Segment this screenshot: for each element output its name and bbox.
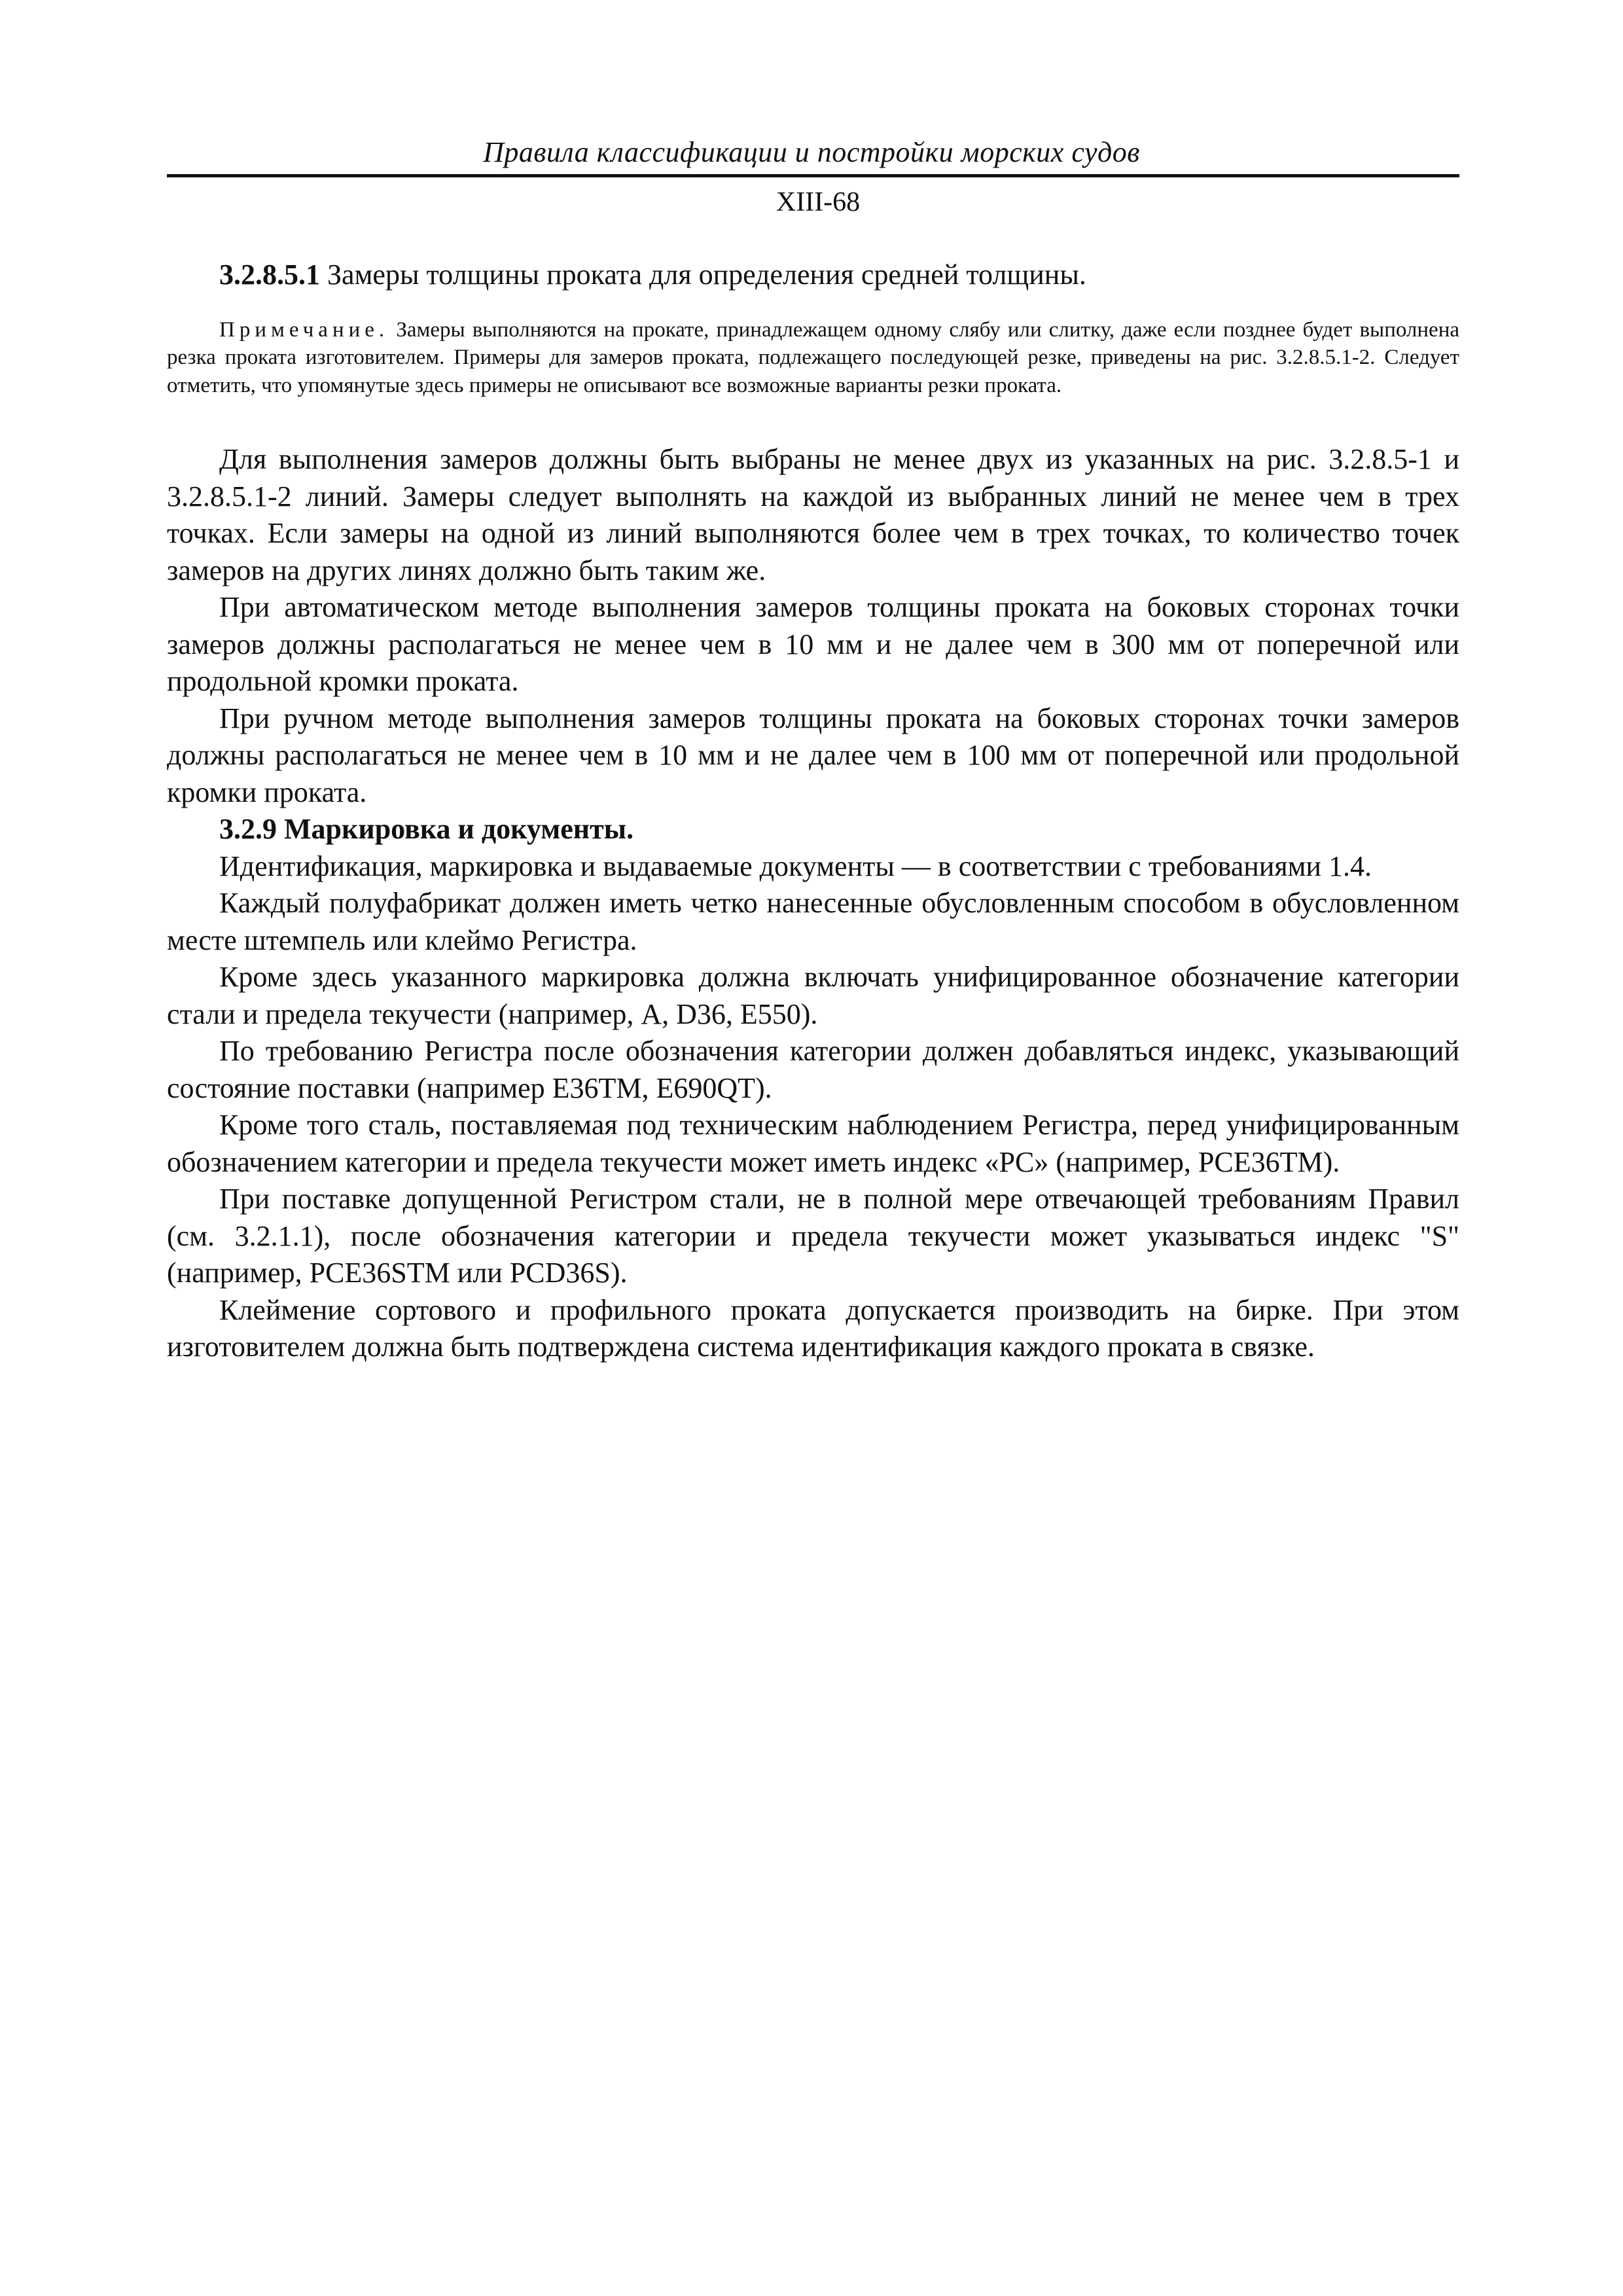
section-title: 3.2.9 Маркировка и документы.	[219, 813, 634, 845]
paragraph-pc-index: Кроме того сталь, поставляемая под техническим наблюдением Регистра, перед унифицированным обозначением категории и предела текучести может иметь индекс «PC» (например, PCE36TM).	[167, 1109, 1459, 1178]
section-title: Замеры толщины проката для определения средней толщины.	[327, 259, 1086, 291]
note-label: Примечание.	[219, 317, 389, 342]
paragraph-automatic-method: При автоматическом методе выполнения замеров толщины проката на боковых сторонах точки замеров должны располагаться не менее чем в 10 мм и не далее чем в 300 мм от поперечной или продольной кромки проката.	[167, 591, 1459, 697]
paragraph-manual-method: При ручном методе выполнения замеров толщины проката на боковых сторонах точки замеров должны располагаться не менее чем в 10 мм и не далее чем в 100 мм от поперечной или продольной кромки проката.	[167, 702, 1459, 808]
paragraph-identification: Идентификация, маркировка и выдаваемые документы — в соответствии с требованиями 1.4.	[219, 850, 1372, 882]
paragraph-s-index: При поставке допущенной Регистром стали, не в полной мере отвечающей требованиям Правил (см. 3.2.1.1), после обозначения категории и предела текучести может указываться индекс "S" (например, PCE36STM или PCD36S).	[167, 1183, 1459, 1289]
paragraph-category-marking: Кроме здесь указанного маркировка должна включать унифицированное обозначение категории стали и предела текучести (например, A, D36, E550).	[167, 961, 1459, 1030]
page-number: XIII-68	[776, 187, 861, 217]
header-rule	[167, 174, 1459, 177]
paragraph-tag-branding: Клеймение сортового и профильного проката допускается производить на бирке. При этом изготовителем должна быть подтверждена система идентификация каждого проката в связке.	[167, 1293, 1459, 1363]
section-number: 3.2.8.5.1	[219, 259, 320, 291]
section-heading-3-2-9	[167, 811, 1459, 848]
paragraph-stamp: Каждый полуфабрикат должен иметь четко нанесенные обусловленным способом в обусловленном месте штемпель или клеймо Регистра.	[167, 887, 1459, 956]
section-heading-3-2-8-5-1	[167, 257, 1459, 294]
note-block	[167, 316, 1459, 400]
paragraph-measurement-lines: Для выполнения замеров должны быть выбраны не менее двух из указанных на рис. 3.2.8.5-1 и 3.2.8.5.1-2 линий. Замеры следует выполнять на каждой из выбранных линий не менее чем в трех точках. Если замеры на одной из линий выполняются более чем в трех точках, то количество точек замеров на других линях должно быть таким же.	[167, 443, 1459, 586]
note-text: Замеры выполняются на прокате, принадлежащем одному слябу или слитку, даже если позднее будет выполнена резка проката изготовителем. Примеры для замеров проката, подлежащего последующей резке, приведены на рис. 3.2.8.5.1-2. Следует отметить, что упомянутые здесь примеры не описывают все возможные варианты резки проката.	[167, 317, 1460, 397]
running-header: Правила классификации и постройки морских судов	[483, 136, 1140, 168]
page-content	[167, 257, 1459, 1366]
paragraph-delivery-index: По требованию Регистра после обозначения категории должен добавляться индекс, указывающий состояние поставки (например E36TM, E690QT).	[167, 1035, 1459, 1104]
